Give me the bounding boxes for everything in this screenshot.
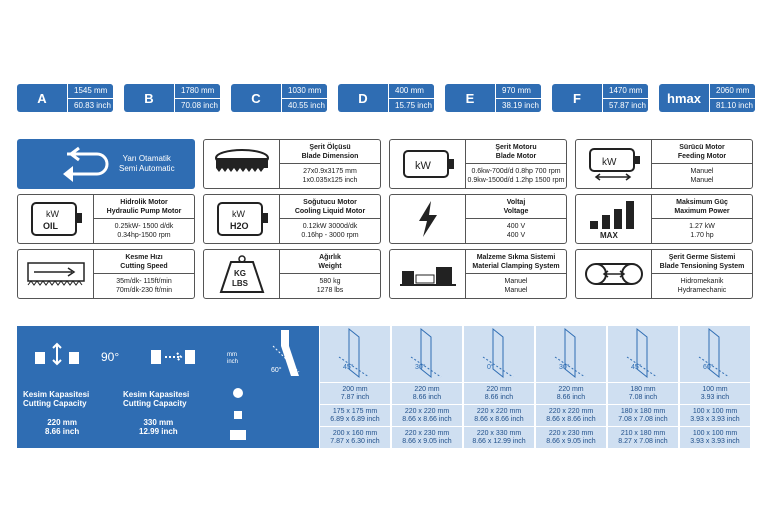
- rect-mm: 210 x 180 mm: [620, 429, 666, 437]
- mode-card: [17, 139, 195, 189]
- dimension-e: [445, 84, 541, 112]
- spec-card: [17, 249, 195, 299]
- spec-title-en: Material Clamping System: [472, 263, 560, 270]
- square-mm: 175 x 175 mm: [332, 407, 378, 415]
- spec-value-2: 0.9kw-1500d/d 1.2hp 1500 rpm: [467, 177, 565, 184]
- kw-motor-icon: [390, 140, 466, 188]
- capacity-column: [680, 326, 750, 448]
- spec-title: Şerit Ölçüsü: [309, 144, 351, 151]
- round-inch: 7.08 inch: [628, 393, 658, 401]
- capacity-val-1b: 8.66 inch: [45, 427, 80, 436]
- square-mm: 180 x 180 mm: [620, 407, 666, 415]
- spec-title: Ağırlık: [319, 254, 341, 261]
- tension-icon: [576, 250, 652, 298]
- capacity-angle: 90°: [101, 350, 120, 364]
- spec-title-en: Cooling Liquid Motor: [294, 208, 366, 215]
- round-mm: 180 mm: [630, 385, 656, 393]
- dimension-mm: 970 mm: [496, 84, 541, 99]
- dimension-mm: 2060 mm: [710, 84, 755, 99]
- angle-cut-icon: [392, 326, 462, 382]
- square-inch: 8.66 x 8.66 inch: [402, 415, 452, 423]
- spec-value-1: Manuel: [690, 168, 714, 175]
- round-mm: 100 mm: [702, 385, 728, 393]
- spec-title-en: Maximum Power: [674, 208, 730, 215]
- rect-inch: 8.66 x 9.05 inch: [402, 437, 452, 445]
- rect-mm: 100 x 100 mm: [692, 429, 738, 437]
- svg-text:KG: KG: [233, 269, 246, 278]
- rect-mm: 220 x 330 mm: [476, 429, 522, 437]
- dimension-mm: 1030 mm: [282, 84, 327, 99]
- spec-title-en: Voltage: [503, 208, 529, 215]
- rect-inch: 7.87 x 6.30 inch: [330, 437, 380, 445]
- spec-card: [17, 194, 195, 244]
- rect-inch: 8.66 x 9.05 inch: [546, 437, 596, 445]
- round-inch: 7.87 inch: [340, 393, 370, 401]
- dimension-b: [124, 84, 220, 112]
- square-inch: 3.93 x 3.93 inch: [690, 415, 740, 423]
- capacity-column: [464, 326, 534, 448]
- dimension-inch: 70.08 inch: [181, 100, 218, 110]
- dimension-label: hmax: [667, 90, 701, 106]
- weight-icon: [204, 250, 280, 298]
- spec-value-2: Hydramechanic: [677, 287, 727, 294]
- rect-inch: 3.93 x 3.93 inch: [690, 437, 740, 445]
- dimension-mm: 1545 mm: [68, 84, 113, 99]
- svg-text:H2O: H2O: [229, 221, 249, 231]
- dimension-c: [231, 84, 327, 112]
- angle-icon-cell: [259, 326, 319, 382]
- units-label: mm inch: [227, 352, 239, 365]
- blade-icon: [204, 140, 280, 188]
- spec-card: [575, 249, 753, 299]
- round-inch: 3.93 inch: [700, 393, 730, 401]
- coolant-motor-icon: [204, 195, 280, 243]
- spec-value-2: 0.16hp - 3000 rpm: [301, 232, 359, 239]
- max-power-icon: [576, 195, 652, 243]
- angle-cut-icon: [320, 326, 390, 382]
- rect-shape-icon: [230, 430, 246, 440]
- square-mm: 220 x 220 mm: [476, 407, 522, 415]
- spec-title-en: Hydraulic Pump Motor: [106, 208, 182, 215]
- spec-value-1: 35m/dk- 115ft/min: [116, 278, 172, 285]
- round-shape-icon: [233, 388, 243, 398]
- capacity-label-1a: Kesim Kapasitesi: [23, 390, 90, 399]
- round-inch: 8.66 inch: [556, 393, 586, 401]
- spec-value-1: 400 V: [506, 223, 526, 230]
- dimension-mm: 400 mm: [389, 84, 434, 99]
- square-inch: 7.08 x 7.08 inch: [618, 415, 668, 423]
- column-angle: 0°: [487, 364, 494, 371]
- spec-title: Malzeme Sıkma Sistemi: [476, 254, 556, 261]
- dimension-inch: 60.83 inch: [74, 100, 111, 110]
- spec-value-1: Manuel: [504, 278, 528, 285]
- svg-text:OIL: OIL: [42, 221, 58, 231]
- angle-cut-icon: [608, 326, 678, 382]
- dimension-inch: 40.55 inch: [288, 100, 325, 110]
- spec-value-2: 400 V: [506, 232, 526, 239]
- spec-card: [575, 194, 753, 244]
- spec-card: [389, 249, 567, 299]
- spec-value-1: Hidromekanik: [680, 278, 724, 285]
- spec-value-1: 0.25kW- 1500 d/dk: [114, 223, 174, 230]
- dimension-label: C: [251, 90, 261, 106]
- clamp-icon: [390, 250, 466, 298]
- rect-mm: 200 x 160 mm: [332, 429, 378, 437]
- round-mm: 220 mm: [558, 385, 584, 393]
- dimension-inch: 15.75 inch: [395, 100, 432, 110]
- spec-title: Soğutucu Motor: [303, 199, 357, 206]
- dimension-label: B: [144, 90, 154, 106]
- capacity-label-1b: Cutting Capacity: [23, 399, 87, 408]
- dimension-f: [552, 84, 648, 112]
- column-angle: 60°: [703, 364, 714, 371]
- column-angle: 30°: [559, 364, 570, 371]
- mode-line1: Yarı Otamatik: [122, 154, 171, 163]
- dimension-mm: 1780 mm: [175, 84, 220, 99]
- column-angle: 45°: [343, 364, 354, 371]
- spec-title-en: Cutting Speed: [120, 263, 168, 270]
- dimension-label: E: [465, 90, 475, 106]
- capacity-val-2b: 12.99 inch: [139, 427, 178, 436]
- dimension-mm: 1470 mm: [603, 84, 648, 99]
- spec-card: [389, 194, 567, 244]
- column-angle: 30°: [415, 364, 426, 371]
- dimension-d: [338, 84, 434, 112]
- rect-mm: 220 x 230 mm: [548, 429, 594, 437]
- spec-value-2: 1x0.035x125 inch: [302, 177, 358, 184]
- spec-card: [203, 194, 381, 244]
- vertical-clamp-icon: [33, 342, 81, 366]
- spec-value-1: 1.27 kW: [689, 223, 715, 230]
- spec-value-2: Manuel: [690, 177, 714, 184]
- svg-text:LBS: LBS: [231, 279, 248, 288]
- spec-value-1: 0.12kW 3000d/dk: [302, 223, 358, 230]
- spec-value-1: 580 kg: [319, 278, 341, 285]
- dimension-a: [17, 84, 113, 112]
- svg-text:kW: kW: [414, 160, 431, 172]
- spec-title: Şerit Germe Sistemi: [668, 254, 736, 261]
- dimension-hmax: [659, 84, 755, 112]
- svg-text:MAX: MAX: [599, 231, 618, 239]
- spec-value-2: Manuel: [504, 287, 528, 294]
- spec-title: Voltaj: [506, 199, 526, 206]
- dimension-label: A: [37, 90, 47, 106]
- spec-card: [389, 139, 567, 189]
- angle-cut-icon: [536, 326, 606, 382]
- rect-inch: 8.66 x 12.99 inch: [472, 437, 526, 445]
- capacity-column: [536, 326, 606, 448]
- capacity-column: [392, 326, 462, 448]
- lightning-icon: [390, 195, 466, 243]
- dimension-inch: 81.10 inch: [716, 100, 753, 110]
- horizontal-clamp-icon: [149, 342, 197, 366]
- dimension-inch: 57.87 inch: [609, 100, 646, 110]
- spec-card: [203, 249, 381, 299]
- dimension-label: D: [358, 90, 368, 106]
- square-mm: 100 x 100 mm: [692, 407, 738, 415]
- round-mm: 220 mm: [414, 385, 440, 393]
- round-mm: 200 mm: [342, 385, 368, 393]
- spec-value-2: 1278 lbs: [316, 287, 344, 294]
- rect-mm: 220 x 230 mm: [404, 429, 450, 437]
- spec-value-2: 70m/dk-230 ft/min: [115, 287, 173, 294]
- spec-title-en: Blade Tensioning System: [659, 263, 745, 270]
- spec-value-2: 1.70 hp: [690, 232, 714, 239]
- feed-motor-icon: [576, 140, 652, 188]
- angle-cut-icon: [464, 326, 534, 382]
- spec-value-2: 0.34hp-1500 rpm: [117, 232, 171, 239]
- spec-title-en: Feeding Motor: [677, 153, 727, 160]
- spec-card: [575, 139, 753, 189]
- spec-title-en: Blade Dimension: [301, 153, 359, 160]
- square-shape-icon: [234, 411, 242, 419]
- spec-title-en: Weight: [318, 263, 342, 270]
- capacity-val-1a: 220 mm: [47, 418, 78, 427]
- capacity-label-2a: Kesim Kapasitesi: [123, 390, 190, 399]
- svg-text:kW: kW: [231, 209, 245, 219]
- angle-cut-icon: [680, 326, 750, 382]
- mode-line2: Semi Automatic: [119, 164, 175, 173]
- spec-title-en: Blade Motor: [495, 153, 537, 160]
- spec-title: Şerit Motoru: [495, 144, 537, 151]
- square-mm: 220 x 220 mm: [548, 407, 594, 415]
- cutting-speed-icon: [18, 250, 94, 298]
- square-inch: 8.66 x 8.66 inch: [474, 415, 524, 423]
- spec-title: Maksimum Güç: [676, 199, 728, 206]
- capacity-label-2b: Cutting Capacity: [123, 399, 187, 408]
- svg-text:kW: kW: [45, 209, 59, 219]
- capacity-panel: [17, 326, 259, 448]
- spec-value-1: 0.6kw-700d/d 0.8hp 700 rpm: [471, 168, 561, 175]
- spec-title: Hidrolik Motor: [120, 199, 168, 206]
- capacity-val-2a: 330 mm: [143, 418, 174, 427]
- angle-icon-label: 60°: [271, 367, 282, 374]
- round-mm: 220 mm: [486, 385, 512, 393]
- spec-title: Sürücü Motor: [679, 144, 725, 151]
- svg-text:kW: kW: [601, 157, 616, 168]
- column-angle: 45°: [631, 364, 642, 371]
- capacity-column: [608, 326, 678, 448]
- dimension-inch: 38.19 inch: [502, 100, 539, 110]
- spec-card: [203, 139, 381, 189]
- square-mm: 220 x 220 mm: [404, 407, 450, 415]
- round-inch: 8.66 inch: [412, 393, 442, 401]
- spec-value-1: 27x0.9x3175 mm: [303, 168, 357, 175]
- spec-title: Kesme Hızı: [125, 254, 163, 261]
- square-inch: 8.66 x 8.66 inch: [546, 415, 596, 423]
- oil-motor-icon: [18, 195, 94, 243]
- capacity-column: [320, 326, 390, 448]
- semi-auto-icon: [57, 146, 113, 182]
- square-inch: 6.89 x 6.89 inch: [330, 415, 380, 423]
- round-inch: 8.66 inch: [484, 393, 514, 401]
- dimension-label: F: [573, 90, 581, 106]
- rect-inch: 8.27 x 7.08 inch: [618, 437, 668, 445]
